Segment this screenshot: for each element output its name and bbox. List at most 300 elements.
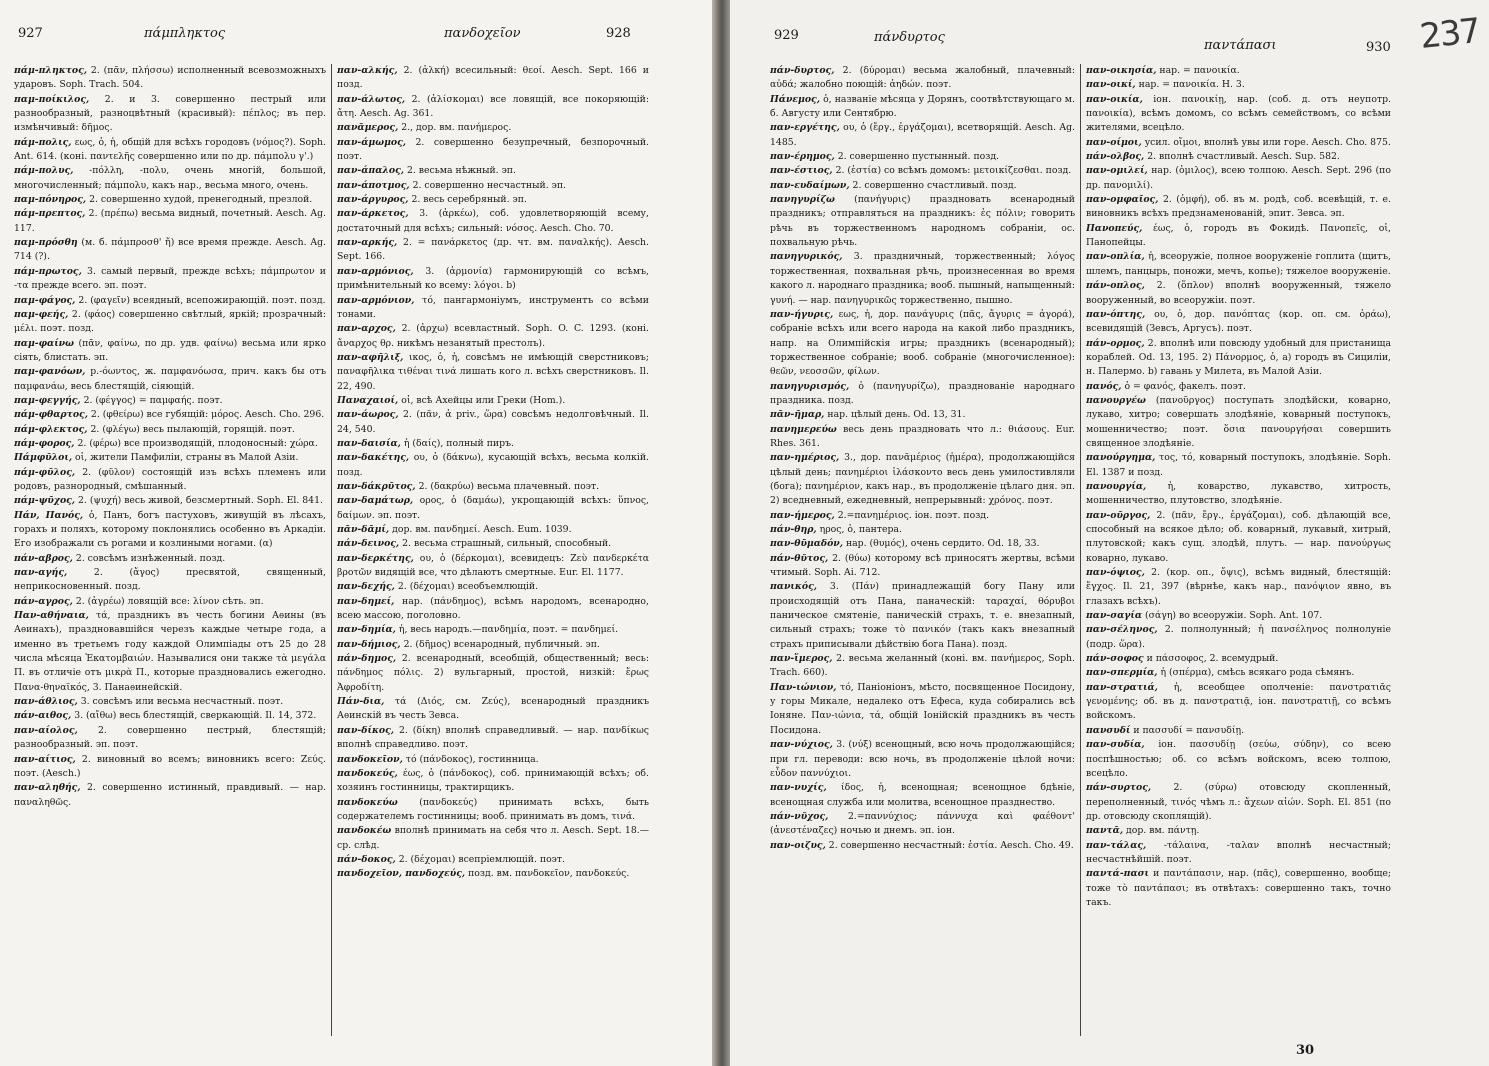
entry-headword: πανδοκεύς, xyxy=(337,767,398,779)
entry-headword: παν-άλωτος, xyxy=(337,93,406,105)
entry-definition: 3. (Πάν) принадлежащій богу Пану или происходящій отъ Пана, паначескій: ταραχαί, θόρυβοι паническое смятеніе, паническій страхъ, т. е. внезапный, сильный страхъ; тоже τὸ πανικόν (такъ какъ внезапный страхъ приписывали дѣйствію бога Пана). позд. xyxy=(770,581,1075,650)
page-number-927: 927 xyxy=(18,26,43,41)
entry-definition: 2. весьма нѣжный. эп. xyxy=(406,165,516,177)
dictionary-entry xyxy=(337,652,649,695)
dictionary-entry xyxy=(770,839,1075,853)
entry-headword: πάν-δημος, xyxy=(337,653,397,665)
dictionary-entry xyxy=(337,724,649,753)
dictionary-entry xyxy=(1086,78,1391,92)
entry-headword: παν-αρμόνιος, xyxy=(337,265,414,277)
entry-headword: πάν-αιθος, xyxy=(14,710,72,722)
dictionary-entry xyxy=(337,265,649,294)
dictionary-entry xyxy=(337,824,649,853)
dictionary-entry xyxy=(337,580,649,594)
entry-definition: 2. (δακρύω) весьма плачевный. поэт. xyxy=(418,480,600,492)
entry-definition: 2. (δῆμος) всенародный, публичный. эп. xyxy=(403,638,600,650)
entry-definition: 3. праздничный, торжественный; λόγος торжественная, похвальная рѣчь, произнесенная во время какого л. народнаго праздника; вооб. пышный, напыщенный: γυνή. — нар. πανηγυρικῶς торжественно, пышно. xyxy=(770,251,1075,306)
dictionary-entry xyxy=(337,853,649,867)
entry-headword: παν-ήγυρις, xyxy=(770,308,834,320)
entry-headword: Πάν-δια, xyxy=(337,696,385,708)
entry-definition: дор. вм. πάντῃ. xyxy=(1126,825,1200,837)
dictionary-entry xyxy=(770,537,1075,551)
entry-definition: ου, ὁ, дор. πανόπτας (кор. οπ. см. ὁράω), всевидящій (Зевсъ, Аргусъ). поэт. xyxy=(1086,308,1391,335)
entry-headword: πάμ-φορος, xyxy=(14,437,75,449)
dictionary-entry xyxy=(770,121,1075,150)
dictionary-entry xyxy=(14,781,326,810)
dictionary-entry xyxy=(1086,150,1391,164)
entry-definition: ἡ, весь народъ.—πανδημία, поэт. = πανδημεί. xyxy=(398,624,619,636)
entry-headword: Πάμφῦλοι, xyxy=(14,452,73,464)
entry-headword: παν-οῦργος, xyxy=(1086,509,1151,521)
entry-definition: εως, ἡ, дор. πανάγυρις (πᾶς, ἄγυρις = ἀγορά), собраніе всѣхъ или всего народа на какой либо праздникъ, напр. на Олимпійскія игры; праздникъ (всенародный); торжественное собраніе; вооб. собраніе (многочисленное): θεῶν, νεοσσῶν, φίλων. xyxy=(770,308,1075,378)
entry-definition: (σάγη) во всеоружіи. Soph. Ant. 107. xyxy=(1145,610,1323,622)
dictionary-entry xyxy=(14,93,326,136)
dictionary-entry xyxy=(337,351,649,394)
entry-headword: παν-συδία, xyxy=(1086,739,1145,751)
entry-definition: 2. совершенно истинный, правдивый. — нар. παναληθῶς. xyxy=(14,782,326,808)
entry-definition: 2., дор. вм. πανήμερος. xyxy=(401,122,512,134)
dictionary-entry xyxy=(770,308,1075,380)
dictionary-entry xyxy=(337,236,649,265)
entry-definition: ου, ὁ (δέρκομαι), всевидецъ: Ζεὺ πανδερκέτα βροτῶν видящій все, что дѣлаютъ смертные. Eur. El. 1177. xyxy=(337,552,649,579)
entry-headword: πανδοχεῖον, πανδοχεύς, xyxy=(337,868,466,880)
entry-definition: 2. (δέχομαι) всеобъемлющій. xyxy=(397,581,539,593)
dictionary-entry xyxy=(770,408,1075,422)
entry-headword: Παν-αθήναια, xyxy=(14,610,89,622)
dictionary-entry xyxy=(770,451,1075,508)
column-927 xyxy=(14,64,326,1044)
dictionary-entry xyxy=(337,767,649,796)
dictionary-entry xyxy=(1086,93,1391,136)
dictionary-entry xyxy=(337,523,649,537)
dictionary-entry xyxy=(14,753,326,782)
dictionary-entry xyxy=(14,308,326,337)
book-gutter xyxy=(712,0,730,1066)
entry-headword: πᾶν-δᾱμί, xyxy=(337,524,390,535)
entry-headword: παμ-φεής, xyxy=(14,308,69,320)
signature-number: 30 xyxy=(1296,1043,1315,1058)
entry-definition: 3., дор. πανᾱμέριος (ἡμέρα), продолжающійся цѣлый день; πανημέριοι ἱλάσκοντο весь день умилостивляли (бога); πανημέριον, какъ нар., въ продолженіе цѣлаго дня. эп. 2) вседневный, ежедневный, непрерывный: χρόνος. поэт. xyxy=(770,452,1075,507)
dictionary-entry xyxy=(337,179,649,193)
dictionary-entry xyxy=(14,164,326,193)
column-divider-left xyxy=(331,64,332,1036)
running-head-930: παντάπασι xyxy=(1204,38,1277,53)
entry-headword: παμ-φεγγής, xyxy=(14,394,81,406)
entry-definition: 2. (ἀρχω) всевластный. Soph. O. C. 1293. (коні. ἄναρχος θρ. никѣмъ незанятый престолъ). xyxy=(337,323,649,349)
dictionary-entry xyxy=(770,193,1075,250)
dictionary-entry xyxy=(337,537,649,551)
dictionary-entry xyxy=(337,451,649,480)
entry-headword: πανᾶμερος, xyxy=(337,122,399,134)
entry-headword: πανηγυρικός, xyxy=(770,251,843,263)
entry-definition: 2. (πᾶν, ἀ priv., ὥρα) совсѣмъ недолговѣчный. Il. 24, 540. xyxy=(337,409,649,435)
entry-definition: τό, пангармоніумъ, инструментъ со всѣми тонами. xyxy=(337,294,649,320)
entry-headword: παν-οικί, xyxy=(1086,79,1136,91)
entry-headword: παν-ἵμερος, xyxy=(770,653,833,665)
entry-headword: πανηγυρίζω xyxy=(770,194,835,206)
dictionary-entry xyxy=(1086,824,1391,838)
dictionary-entry xyxy=(1086,609,1391,623)
entry-headword: Πάνεμος, xyxy=(770,93,820,105)
entry-headword: πανός, xyxy=(1086,380,1122,392)
entry-headword: παν-νυχίς, xyxy=(770,782,827,794)
dictionary-entry xyxy=(14,695,326,709)
entry-headword: πάμ-ψῦχος, xyxy=(14,495,76,507)
entry-headword: παν-δήμιος, xyxy=(337,638,401,650)
entry-headword: παν-αίτιος, xyxy=(14,753,76,765)
entry-definition: (πανοῦργος) поступать злодѣйски, коварно, лукаво, хитро; совершать злодѣяніе, коварный поступокъ, мошенничество; поэт. ὅσια πανουργήσαι совершить священное злодѣяніе. xyxy=(1086,394,1391,449)
entry-definition: 2. (φλέγω) весь пылающій, горящій. поэт. xyxy=(90,423,295,435)
entry-definition: ηρος, ὁ, пантера. xyxy=(819,524,902,535)
dictionary-entry xyxy=(14,494,326,508)
dictionary-entry xyxy=(14,609,326,695)
dictionary-entry xyxy=(770,150,1075,164)
dictionary-entry xyxy=(1086,480,1391,509)
entry-headword: παν-ήμερος, xyxy=(770,509,835,521)
entry-definition: ἡ, всеоружіе, полное вооруженіе гоплита (щитъ, шлемъ, панцырь, поножи, мечъ, копье); тяжелое вооруженіе. xyxy=(1086,251,1391,277)
entry-headword: παν-δημία, xyxy=(337,624,396,636)
running-head-929: πάνδυρτος xyxy=(874,30,945,45)
dictionary-entry xyxy=(1086,781,1391,824)
entry-headword: παν-στρατιά, xyxy=(1086,681,1158,693)
entry-definition: 2. (πᾶν, πλήσσω) исполненный всевозможныхъ ударовъ. Soph. Trach. 504. xyxy=(14,65,326,91)
dictionary-entry xyxy=(770,681,1075,738)
dictionary-entry xyxy=(770,738,1075,781)
dictionary-entry xyxy=(1086,623,1391,652)
entry-headword: παν-αρχος, xyxy=(337,323,396,335)
entry-definition: 2. (φέγγος) = παμφαής. поэт. xyxy=(83,394,223,406)
entry-definition: (πᾶν, φαίνω, по др. удв. φαίνω) весьма или ярко сіять, блистать. эп. xyxy=(14,337,326,363)
entry-headword: παν-άργυρος, xyxy=(337,194,409,206)
entry-definition: 2. (ἑστία) со всѣмъ домомъ: μετοικίζεσθαι. позд. xyxy=(835,165,1072,177)
dictionary-entry xyxy=(337,408,649,437)
dictionary-entry xyxy=(14,136,326,165)
entry-definition: и πάσσοφος, 2. всемудрый. xyxy=(1146,653,1279,665)
entry-headword: παν-τάλας, xyxy=(1086,839,1147,851)
entry-headword: παν-σέληνος, xyxy=(1086,624,1158,636)
entry-headword: πάμ-πολις, xyxy=(14,136,72,148)
dictionary-entry xyxy=(14,207,326,236)
dictionary-entry xyxy=(14,423,326,437)
entry-definition: οἱ, всѣ Ахейцы или Греки (Hom.). xyxy=(401,394,566,406)
entry-headword: παν-νύχιος, xyxy=(770,739,833,751)
entry-headword: παμ-πρόσθη xyxy=(14,237,78,249)
entry-headword: πανδοκεῖον, xyxy=(337,753,403,765)
entry-definition: ἡ (δαίς), полный пиръ. xyxy=(403,437,514,449)
entry-headword: παν-όψιος, xyxy=(1086,567,1145,579)
entry-definition: ἡ, коварство, лукавство, хитрость, мошенничество, плутовство, злодѣяніе. xyxy=(1086,480,1391,507)
right-page xyxy=(730,0,1489,1066)
entry-headword: παν-όπτης, xyxy=(1086,308,1146,320)
entry-headword: παν-θῡμαδόν, xyxy=(770,538,843,550)
dictionary-entry xyxy=(770,93,1075,122)
entry-headword: παν-εργέτης, xyxy=(770,122,840,134)
entry-definition: 2. (ὀμφή), об. въ м. родѣ, соб. всевѣщій, т. е. виновникъ всѣхъ предзнаменованій, эпит. Зевса. эп. xyxy=(1086,194,1391,220)
entry-definition: έως, ὁ, городъ въ Фокидѣ. Πανοπεῖς, οἱ, Панопейцы. xyxy=(1086,222,1391,249)
dictionary-entry xyxy=(14,451,326,465)
dictionary-entry xyxy=(14,236,326,265)
column-928 xyxy=(337,64,649,1044)
entry-headword: πάν-αβρος, xyxy=(14,552,73,564)
dictionary-entry xyxy=(1086,222,1391,251)
dictionary-entry xyxy=(770,64,1075,93)
entry-headword: πανικός, xyxy=(770,581,817,593)
dictionary-entry xyxy=(337,164,649,178)
entry-headword: παν-άπαλος, xyxy=(337,165,404,177)
entry-definition: 2. (φέρω) все производящій, плодоносный: χώρα. xyxy=(77,437,318,449)
dictionary-entry xyxy=(14,724,326,753)
entry-headword: παν-δημεί, xyxy=(337,595,395,607)
column-930 xyxy=(1086,64,1391,1044)
page-number-928: 928 xyxy=(606,26,631,41)
entry-definition: 2.=πανημέριος. іон. поэт. позд. xyxy=(837,509,989,521)
entry-definition: τος, τό, коварный поступокъ, злодѣяніе. Soph. El. 1387 и позд. xyxy=(1086,452,1391,478)
entry-definition: 2. (πρέπω) весьма видный, почетный. Aesch. Ag. 117. xyxy=(14,208,326,234)
dictionary-entry xyxy=(1086,164,1391,193)
entry-definition: (м. б. πάμπροσθ' ἤ) все время прежде. Aesch. Ag. 714 (?). xyxy=(14,237,326,263)
dictionary-entry xyxy=(14,552,326,566)
dictionary-entry xyxy=(1086,681,1391,724)
entry-definition: 2. (ὅπλον) вполнѣ вооруженный, тяжело вооруженный, во всеоружіи. поэт. xyxy=(1086,280,1391,306)
entry-definition: 2. (πᾶν, ἔργ., ἐργάζομαι), соб. дѣлающій все, способный на всякое дѣло; об. коварный, лукавый, хитрый, плутовской; какъ сущ. злодѣй, плутъ. — нар. πανούργως коварно, лукаво. xyxy=(1086,509,1391,564)
page-number-930: 930 xyxy=(1366,40,1391,55)
dictionary-entry xyxy=(337,552,649,581)
entry-headword: παμ-πόνηρος, xyxy=(14,194,87,206)
entry-definition: 2. (ἁλίσκομαι) все ловящій, все покоряющій: ἄτη. Aesch. Ag. 361. xyxy=(337,93,649,120)
entry-headword: παμ-φαίνω xyxy=(14,337,74,349)
entry-definition: 2. совершенно пестрый, блестящій; разнообразный. эп. поэт. xyxy=(14,724,326,751)
entry-definition: 2. (φάος) совершенно свѣтлый, яркій; прозрачный: μέλι. поэт. позд. xyxy=(14,308,326,335)
entry-definition: οἱ, жители Памфиліи, страны въ Малой Азіи. xyxy=(75,452,299,464)
entry-headword: παν-δαισία, xyxy=(337,437,401,449)
dictionary-entry xyxy=(14,437,326,451)
entry-definition: весь день праздновать что л.: θιάσους. Eur. Rhes. 361. xyxy=(770,423,1075,449)
entry-headword: παμ-φάγος, xyxy=(14,294,76,306)
entry-headword: Παναχαιοί, xyxy=(337,394,399,406)
entry-definition: τά (Διός, см. Ζεύς), всенародный праздникъ Аѳинскій въ честь Зевса. xyxy=(337,696,649,722)
entry-headword: παν-δερκέτης, xyxy=(337,552,414,564)
dictionary-entry xyxy=(14,509,326,552)
entry-definition: 2. (ἀλκή) всесильный: θεοί. Aesch. Sept. 166 и позд. xyxy=(337,65,649,91)
entry-headword: παν-οπλία, xyxy=(1086,251,1145,263)
entry-definition: -πόλλη, -πολυ, очень многій, большой, многочисленный; πάμπολυ, какъ нар., весьма много, очень. xyxy=(14,165,326,191)
entry-definition: ου, ὁ (ἔργ., ἐργάζομαι), всетворящій. Aesch. Ag. 1485. xyxy=(770,122,1075,148)
entry-definition: 2. совершенно безупречный, безпорочный. поэт. xyxy=(337,136,649,163)
entry-definition: 2. совершенно несчастный. эп. xyxy=(412,179,566,191)
entry-headword: πάμ-φῦλος, xyxy=(14,466,76,478)
entry-headword: παν-έρημος, xyxy=(770,151,835,163)
entry-headword: παν-σπερμία, xyxy=(1086,667,1158,679)
entry-headword: Πανοπεύς, xyxy=(1086,222,1143,234)
dictionary-entry xyxy=(1086,509,1391,566)
entry-headword: παν-άμωμος, xyxy=(337,136,406,148)
entry-definition: вполнѣ принимать на себя что л. Aesch. Sept. 18.—ср. слѣд. xyxy=(337,825,649,851)
entry-headword: παν-δίκος, xyxy=(337,724,395,736)
entry-definition: ὁ (πανηγυρίζω), празднованіе народнаго праздника. позд. xyxy=(770,380,1075,406)
left-page xyxy=(0,0,712,1066)
entry-headword: πάν-ολβος, xyxy=(1086,151,1145,163)
dictionary-entry xyxy=(770,580,1075,652)
entry-headword: παν-άποτμος, xyxy=(337,179,410,191)
dictionary-entry xyxy=(337,64,649,93)
entry-headword: παν-οικησία, xyxy=(1086,65,1157,76)
dictionary-entry xyxy=(14,566,326,595)
dictionary-entry xyxy=(337,207,649,236)
dictionary-entry xyxy=(337,494,649,523)
entry-definition: 2. вполнѣ или повсюду удобный для пристанища кораблей. Od. 13, 195. 2) Πάνορμος, ὁ, а) городъ въ Сициліи, н. Палермо. b) гавань у Милета, въ Малой Азіи. xyxy=(1086,337,1391,378)
entry-definition: іон. πανοικίῃ, нар. (соб. д. отъ неупотр. πανοικία), всѣмъ домомъ, со всѣмъ семействомъ, со всѣми жителями, всецѣло. xyxy=(1086,93,1391,134)
dictionary-entry xyxy=(1086,394,1391,451)
dictionary-entry xyxy=(770,810,1075,839)
entry-definition: 2. (θύω) которому всѣ приносятъ жертвы, всѣми чтимый. Soph. Ai. 712. xyxy=(770,552,1075,579)
dictionary-entry xyxy=(770,250,1075,307)
entry-definition: и παντάπασιν, нар. (πᾶς), совершенно, вообще; тоже τὸ παντάπασι; въ отвѣтахъ: совершенно такъ, точно такъ. xyxy=(1086,868,1391,908)
entry-definition: 2. весь серебряный. эп. xyxy=(411,194,527,206)
entry-definition: 2. (σύρω) отовсюду скопленный, переполненный, τινός чѣмъ л.: ἄχεων αἰών. Soph. El. 851 (по др. отовсюду скоплящій). xyxy=(1086,782,1391,822)
entry-definition: нар. = πανοικία. xyxy=(1159,65,1240,76)
entry-definition: 2. = πανάρκετος (др. чт. вм. παναλκής). Aesch. Sept. 166. xyxy=(337,237,649,263)
entry-definition: 2. полнолунный; ἡ πανσέληνος полнолуніе (подр. ὥρα). xyxy=(1086,624,1391,650)
dictionary-entry xyxy=(337,193,649,207)
dictionary-entry xyxy=(14,337,326,366)
dictionary-entry xyxy=(337,322,649,351)
entry-definition: 2. (ἄγος) пресвятой, священный, неприкосновенный. позд. xyxy=(14,567,326,593)
entry-definition: ικος, ὁ, ἡ, совсѣмъ не имѣющій сверстниковъ; παναφῆλικα τιθέναι τινά лишать кого л. всѣхъ сверстниковъ. Il. 22, 490. xyxy=(337,351,649,392)
entry-headword: παν-δαμάτωρ, xyxy=(337,495,414,507)
dictionary-entry xyxy=(1086,867,1391,910)
dictionary-entry xyxy=(1086,652,1391,666)
entry-headword: πάν-δοκος, xyxy=(337,853,396,865)
entry-definition: 2. совсѣмъ изнѣженный. позд. xyxy=(75,552,226,564)
entry-headword: πάμ-πρεπτος, xyxy=(14,208,86,220)
dictionary-entry xyxy=(1086,279,1391,308)
handwritten-annotation: 237 xyxy=(1418,11,1481,57)
dictionary-entry xyxy=(770,380,1075,409)
dictionary-entry xyxy=(337,867,649,881)
dictionary-entry xyxy=(770,509,1075,523)
column-929 xyxy=(770,64,1075,1044)
entry-definition: 3. (ἀρκέω), соб. удовлетворяющій всему, достаточный для всѣхъ; сильный: νόσος. Aesch. Cho. 70. xyxy=(337,208,649,234)
entry-definition: 2. (φῦλον) состоящій изъ всѣхъ племенъ или родовъ, разнородный, смѣшанный. xyxy=(14,466,326,492)
entry-definition: 2. совершенно пустынный. позд. xyxy=(837,151,999,163)
entry-headword: πάν-δεινος, xyxy=(337,538,400,550)
dictionary-entry xyxy=(770,179,1075,193)
dictionary-entry xyxy=(337,695,649,724)
entry-definition: ου, ὁ (δάκνω), кусающій всѣхъ, весьма колкій. позд. xyxy=(337,452,649,478)
entry-definition: усил. οἴμοι, вполнѣ увы или горе. Aesch. Cho. 875. xyxy=(1144,136,1391,148)
dictionary-entry xyxy=(337,480,649,494)
dictionary-entry xyxy=(337,394,649,408)
running-head-928: πανδοχεῖον xyxy=(444,26,521,41)
entry-definition: р.-όωντος, ж. παμφανόωσα, прич. какъ бы отъ παμφανάω, весь блестящій, сіяющій. xyxy=(14,366,326,392)
entry-headword: παν-αληθής, xyxy=(14,782,81,794)
entry-definition: 2. (φαγεῖν) всеядный, всепожирающій. поэт. позд. xyxy=(78,294,326,306)
dictionary-entry xyxy=(337,753,649,767)
entry-definition: 2. вполнѣ счастливый. Aesch. Sup. 582. xyxy=(1147,151,1340,163)
dictionary-entry xyxy=(1086,308,1391,337)
entry-headword: πάν-σοφος xyxy=(1086,653,1144,665)
entry-headword: πάμ-πολυς, xyxy=(14,165,74,177)
entry-definition: ὁ, Панъ, богъ пастуховъ, живущій въ лѣсахъ, горахъ и поляхъ, которому поклонялись особенно въ Аркадіи. Его изображали съ рогами и козлиными ногами. (α) xyxy=(14,509,326,550)
entry-headword: πανουργέω xyxy=(1086,394,1146,406)
dictionary-entry xyxy=(770,652,1075,681)
entry-headword: πανούργημα, xyxy=(1086,452,1156,464)
entry-definition: 2. весьма страшный, сильный, способный. xyxy=(402,538,612,550)
entry-definition: нар. (θυμός), очень сердито. Od. 18, 33. xyxy=(845,538,1040,550)
entry-headword: παν-σαγία xyxy=(1086,610,1143,622)
entry-headword: παν-αρμόνιον, xyxy=(337,294,415,306)
left-page-header xyxy=(14,26,698,48)
entry-definition: εως, ὁ, ἡ, общій для всѣхъ городовъ (νόμος?). Soph. Ant. 614. (коні. παντελῆς совершенно или по др. πάμπολυ γ'.) xyxy=(14,136,326,163)
dictionary-entry xyxy=(14,193,326,207)
entry-definition: іон. πασσυδίῃ (σεύω, σύδην), со всею поспѣшностью; об. со всѣмъ войскомъ, всею толпою, всецѣло. xyxy=(1086,739,1391,779)
entry-definition: 2. весьма желанный (коні. вм. πανήμερος, Soph. Trach. 660). xyxy=(770,653,1075,679)
entry-headword: παν-άωρος, xyxy=(337,409,399,421)
entry-headword: πανδοκεύω xyxy=(337,796,398,808)
dictionary-entry xyxy=(1086,451,1391,480)
dictionary-entry xyxy=(1086,839,1391,868)
entry-definition: нар. (πάνδημος), всѣмъ народомъ, всенародно, всею массою, поголовно. xyxy=(337,595,649,622)
dictionary-entry xyxy=(14,365,326,394)
entry-headword: παν-έστιος, xyxy=(770,165,833,177)
dictionary-entry xyxy=(770,164,1075,178)
entry-definition: ίδος, ἡ, всенощная; всенощное бдѣніе, всенощная служба или молитва, всенощное празднество. xyxy=(770,782,1075,808)
dictionary-entry xyxy=(1086,250,1391,279)
entry-headword: παν-ομφαῖος, xyxy=(1086,194,1159,206)
dictionary-entry xyxy=(1086,337,1391,380)
entry-definition: нар. = πανοικία. Н. 3. xyxy=(1138,79,1245,91)
entry-definition: 2. совершенно счастливый. позд. xyxy=(852,179,1017,191)
entry-headword: παν-ευδαίμων, xyxy=(770,179,850,191)
dictionary-entry xyxy=(337,121,649,135)
dictionary-entry xyxy=(1086,193,1391,222)
entry-headword: παν-ομιλεί, xyxy=(1086,165,1148,177)
entry-definition: 3. совсѣмъ или весьма несчастный. поэт. xyxy=(80,696,284,708)
entry-headword: παν-άθλιος, xyxy=(14,696,78,708)
column-divider-right xyxy=(1080,64,1081,1036)
entry-definition: дор. вм. πανδημεί. Aesch. Eum. 1039. xyxy=(392,524,572,535)
dictionary-entry xyxy=(1086,380,1391,394)
entry-headword: Πάν, Πανός, xyxy=(14,509,84,521)
dictionary-entry xyxy=(337,638,649,652)
entry-headword: πάμ-φθαρτος, xyxy=(14,409,88,421)
entry-headword: πάν-συρτος, xyxy=(1086,782,1152,794)
entry-headword: πάν-δυρτος, xyxy=(770,65,835,76)
dictionary-entry xyxy=(14,466,326,495)
dictionary-entry xyxy=(1086,136,1391,150)
entry-headword: παν-άρκετος, xyxy=(337,208,409,220)
entry-definition: позд. вм. πανδοκεῖον, πανδοκεύς. xyxy=(468,868,630,880)
entry-headword: πανημερεύω xyxy=(770,423,837,435)
entry-definition: ορος, ὁ (δαμάω), укрощающій всѣхъ: ὕπνος, δαίμων. эп. поэт. xyxy=(337,495,649,521)
dictionary-entry xyxy=(770,423,1075,452)
running-head-927: πάμπληκτος xyxy=(144,26,226,41)
entry-headword: παμ-φανόων, xyxy=(14,366,86,378)
dictionary-entry xyxy=(14,408,326,422)
entry-headword: παντᾶ, xyxy=(1086,825,1124,837)
entry-headword: πάμ-φλεκτος, xyxy=(14,423,88,435)
entry-definition: 2. и 3. совершенно пестрый или разнообразный, разноцвѣтный (красивый): πέπλος; въ пер. измѣнчивый: δῆμος. xyxy=(14,93,326,134)
entry-headword: παν-αφῆλιξ, xyxy=(337,351,404,363)
entry-headword: παν-αγής, xyxy=(14,567,68,579)
entry-definition: 2. (φθείρω) все губящій: μόρος. Aesch. Cho. 296. xyxy=(90,409,325,421)
dictionary-entry xyxy=(1086,738,1391,781)
entry-headword: παν-αλκής, xyxy=(337,65,398,76)
dictionary-entry xyxy=(1086,64,1391,78)
entry-headword: παν-οιζυς, xyxy=(770,839,826,851)
dictionary-entry xyxy=(14,595,326,609)
entry-headword: Παν-ιώνιον, xyxy=(770,681,837,693)
